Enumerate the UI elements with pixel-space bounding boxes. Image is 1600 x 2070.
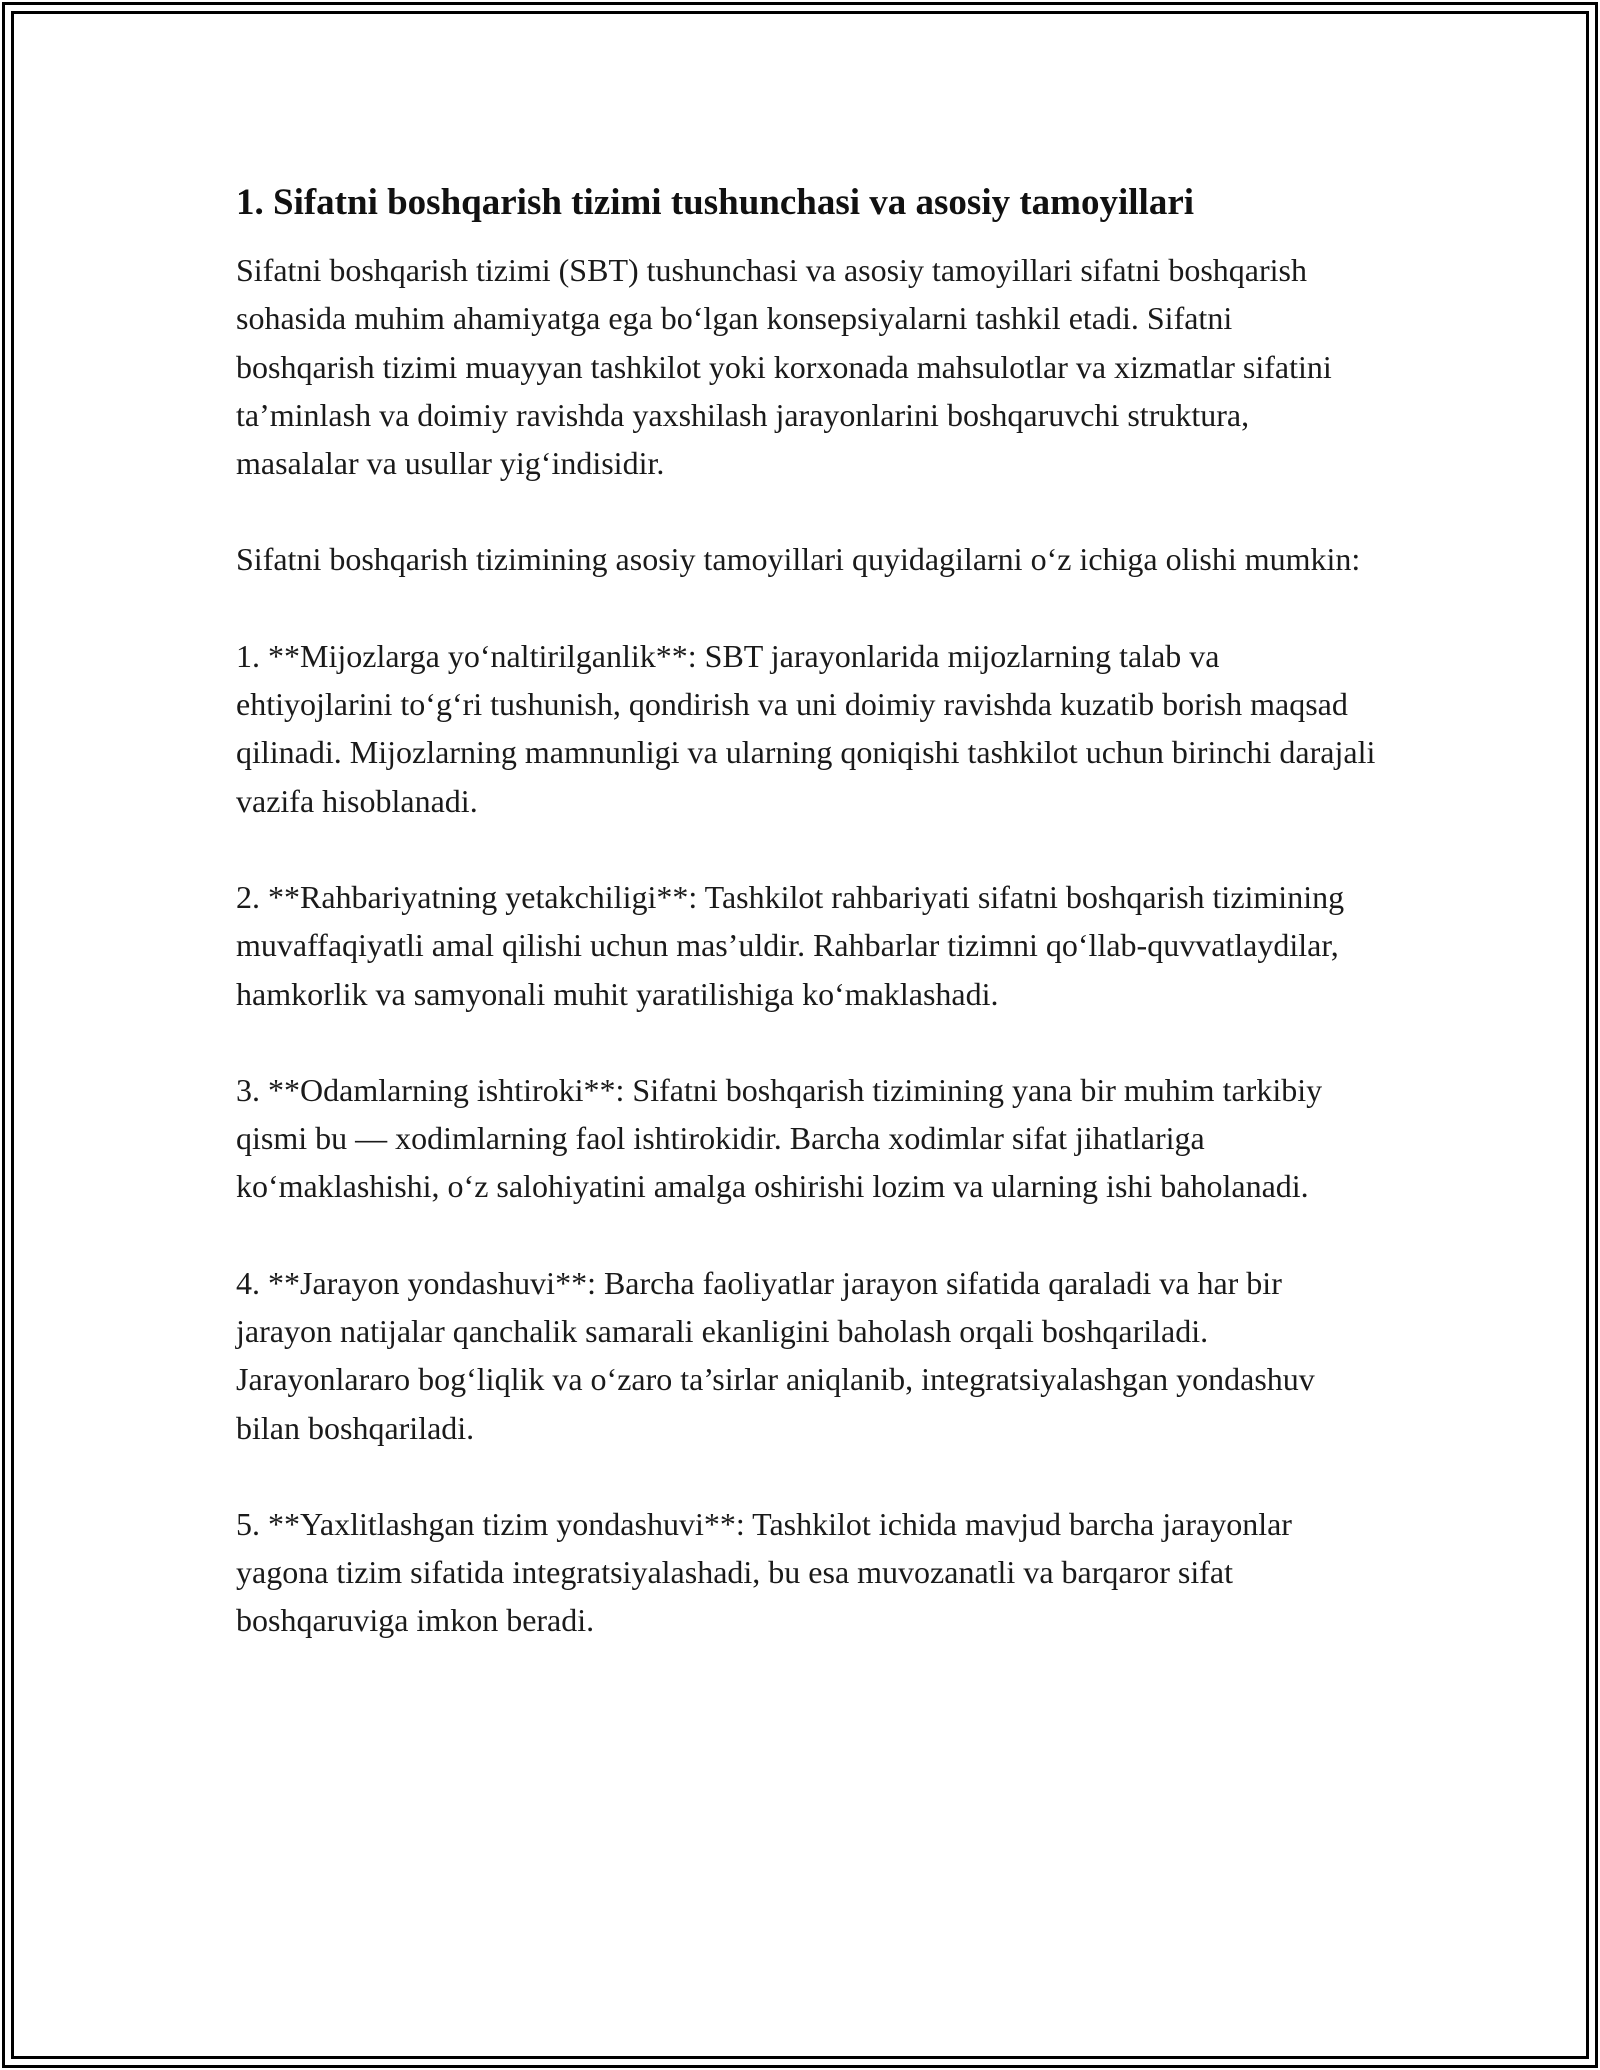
principle-2-paragraph: 2. **Rahbariyatning yetakchiligi**: Tashkilot rahbariyati sifatni boshqarish tizimining muvaffaqiyatli amal qilishi uchun mas’uldir. Rahbarlar tizimni qo‘llab-quvvatlaydilar, hamkorlik va samyonali muhit yaratilishiga ko‘maklashadi.	[236, 878, 1345, 1012]
document-title: 1. Sifatni boshqarish tizimi tushunchasi va asosiy tamoyillari	[236, 182, 1195, 223]
document-body	[236, 178, 1376, 1693]
principle-5-paragraph: 5. **Yaxlitlashgan tizim yondashuvi**: Tashkilot ichida mavjud barcha jarayonlar yagona tizim sifatida integratsiyalashadi, bu esa muvozanatli va barqaror sifat boshqaruviga imkon beradi.	[236, 1505, 1292, 1639]
principle-4-paragraph: 4. **Jarayon yondashuvi**: Barcha faoliyatlar jarayon sifatida qaraladi va har bir jarayon natijalar qanchalik samarali ekanligini baholash orqali boshqariladi. Jarayonlararo bog‘liqlik va o‘zaro ta’sirlar aniqlanib, integratsiyalashgan yondashuv bilan boshqariladi.	[236, 1264, 1315, 1446]
principles-lead-paragraph: Sifatni boshqarish tizimining asosiy tamoyillari quyidagilarni o‘z ichiga olishi mumkin:	[236, 541, 1361, 578]
principle-3-paragraph: 3. **Odamlarning ishtiroki**: Sifatni boshqarish tizimining yana bir muhim tarkibiy qismi bu — xodimlarning faol ishtirokidir. Barcha xodimlar sifat jihatlariga ko‘maklashishi, o‘z salohiyatini amalga oshirishi lozim va ularning ishi baholanadi.	[236, 1071, 1323, 1205]
intro-paragraph: Sifatni boshqarish tizimi (SBT) tushunchasi va asosiy tamoyillari sifatni boshqarish sohasida muhim ahamiyatga ega bo‘lgan konsepsiyalarni tashkil etadi. Sifatni boshqarish tizimi muayyan tashkilot yoki korxonada mahsulotlar va xizmatlar sifatini ta’minlash va doimiy ravishda yaxshilash jarayonlarini boshqaruvchi struktura, masalalar va usullar yig‘indisidir.	[236, 251, 1332, 482]
principle-1-paragraph: 1. **Mijozlarga yo‘naltirilganlik**: SBT jarayonlarida mijozlarning talab va ehtiyojlarini to‘g‘ri tushunish, qondirish va uni doimiy ravishda kuzatib borish maqsad qilinadi. Mijozlarning mamnunligi va ularning qoniqishi tashkilot uchun birinchi darajali vazifa hisoblanadi.	[236, 637, 1376, 819]
